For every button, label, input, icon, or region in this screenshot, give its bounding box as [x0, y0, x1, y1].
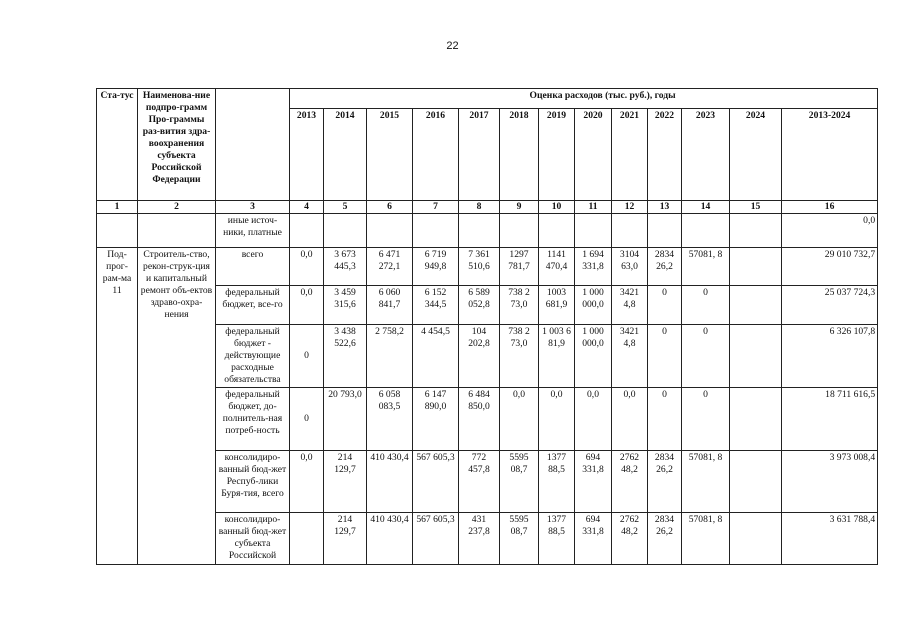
col-number: 15	[730, 201, 782, 214]
subprogram-name: Строитель-ство, рекон-струк-ция и капитальный ремонт объ-ектов здраво-охра-нения	[138, 247, 216, 564]
value-cell: 5595 08,7	[500, 450, 539, 512]
col-number: 4	[290, 201, 324, 214]
funding-source: иные источ-ники, платные	[216, 213, 290, 247]
total-cell: 3 631 788,4	[782, 512, 878, 564]
value-cell: 3421 4,8	[612, 285, 648, 324]
value-cell: 2 758,2	[367, 324, 413, 387]
value-cell: 431 237,8	[459, 512, 500, 564]
value-cell: 567 605,3	[413, 512, 459, 564]
col-number: 12	[612, 201, 648, 214]
value-cell: 6 471 272,1	[367, 247, 413, 285]
value-cell: 738 2 73,0	[500, 324, 539, 387]
table-row	[97, 213, 878, 247]
value-cell	[324, 213, 367, 247]
col-number: 10	[539, 201, 575, 214]
value-cell: 2834 26,2	[648, 247, 682, 285]
header-name: Наименова-ние подпро-грамм Про-граммы раз-вития здра-воохранения субъекта Российской Федерации	[138, 89, 216, 201]
value-cell: 57081, 8	[682, 247, 730, 285]
value-cell: 410 430,4	[367, 450, 413, 512]
header-year: 2018	[500, 109, 539, 201]
header-year: 2021	[612, 109, 648, 201]
value-cell: 6 147 890,0	[413, 387, 459, 450]
header-source	[216, 89, 290, 201]
value-cell: 214 129,7	[324, 450, 367, 512]
funding-source: всего	[216, 247, 290, 285]
header-year: 2015	[367, 109, 413, 201]
subprogram-status: Под-прог-рам-ма 11	[97, 247, 138, 564]
header-year: 2016	[413, 109, 459, 201]
header-year: 2024	[730, 109, 782, 201]
value-cell: 6 719 949,8	[413, 247, 459, 285]
value-cell: 0,0	[290, 285, 324, 324]
value-cell	[413, 213, 459, 247]
value-cell: 0,0	[290, 450, 324, 512]
col-number: 2	[138, 201, 216, 214]
col-number: 11	[575, 201, 612, 214]
value-cell: 0,0	[575, 387, 612, 450]
value-cell: 20 793,0	[324, 387, 367, 450]
value-cell: 0,0	[290, 247, 324, 285]
value-cell: 1 000 000,0	[575, 285, 612, 324]
value-cell: 5595 08,7	[500, 512, 539, 564]
total-cell: 25 037 724,3	[782, 285, 878, 324]
value-cell: 1141 470,4	[539, 247, 575, 285]
header-year: 2020	[575, 109, 612, 201]
value-cell	[500, 213, 539, 247]
col-number: 16	[782, 201, 878, 214]
value-cell: 3 438 522,6	[324, 324, 367, 387]
value-cell: 1003 681,9	[539, 285, 575, 324]
header-year: 2023	[682, 109, 730, 201]
funding-source: федеральный бюджет, все-го	[216, 285, 290, 324]
value-cell: 3 673 445,3	[324, 247, 367, 285]
value-cell	[459, 213, 500, 247]
value-cell: 0	[682, 387, 730, 450]
header-year: 2017	[459, 109, 500, 201]
header-estimate: Оценка расходов (тыс. руб.), годы	[290, 89, 878, 109]
value-cell: 0	[290, 387, 324, 450]
header-year: 2013-2024	[782, 109, 878, 201]
column-number-row	[97, 201, 878, 214]
value-cell: 567 605,3	[413, 450, 459, 512]
header-status: Ста-тус	[97, 89, 138, 201]
value-cell: 57081, 8	[682, 512, 730, 564]
value-cell: 0,0	[612, 387, 648, 450]
value-cell	[612, 213, 648, 247]
value-cell	[730, 387, 782, 450]
value-cell: 7 361 510,6	[459, 247, 500, 285]
header-year: 2019	[539, 109, 575, 201]
total-cell: 29 010 732,7	[782, 247, 878, 285]
value-cell: 104 202,8	[459, 324, 500, 387]
value-cell: 6 058 083,5	[367, 387, 413, 450]
value-cell	[290, 512, 324, 564]
value-cell	[730, 213, 782, 247]
value-cell	[539, 213, 575, 247]
total-cell: 6 326 107,8	[782, 324, 878, 387]
value-cell: 2762 48,2	[612, 450, 648, 512]
value-cell: 6 152 344,5	[413, 285, 459, 324]
col-number: 13	[648, 201, 682, 214]
value-cell: 694 331,8	[575, 450, 612, 512]
value-cell: 6 060 841,7	[367, 285, 413, 324]
col-number: 9	[500, 201, 539, 214]
table-row	[97, 247, 878, 285]
col-number: 1	[97, 201, 138, 214]
funding-source: консолидиро-ванный бюд-жет Респуб-лики Буря-тия, всего	[216, 450, 290, 512]
value-cell: 6 484 850,0	[459, 387, 500, 450]
value-cell: 6 589 052,8	[459, 285, 500, 324]
value-cell: 0	[682, 285, 730, 324]
value-cell: 0	[648, 324, 682, 387]
value-cell: 0,0	[539, 387, 575, 450]
value-cell: 214 129,7	[324, 512, 367, 564]
value-cell: 2834 26,2	[648, 512, 682, 564]
value-cell	[367, 213, 413, 247]
value-cell	[648, 213, 682, 247]
value-cell: 3421 4,8	[612, 324, 648, 387]
value-cell: 3104 63,0	[612, 247, 648, 285]
value-cell: 1 003 6 81,9	[539, 324, 575, 387]
value-cell: 694 331,8	[575, 512, 612, 564]
col-number: 3	[216, 201, 290, 214]
funding-source: федеральный бюджет - действующие расходные обязательства	[216, 324, 290, 387]
value-cell: 772 457,8	[459, 450, 500, 512]
col-number: 7	[413, 201, 459, 214]
value-cell: 410 430,4	[367, 512, 413, 564]
value-cell	[730, 324, 782, 387]
page-number: 22	[446, 40, 459, 52]
value-cell: 738 2 73,0	[500, 285, 539, 324]
value-cell: 0,0	[500, 387, 539, 450]
value-cell: 1297 781,7	[500, 247, 539, 285]
value-cell: 3 459 315,6	[324, 285, 367, 324]
value-cell: 1377 88,5	[539, 512, 575, 564]
value-cell	[730, 512, 782, 564]
value-cell: 2834 26,2	[648, 450, 682, 512]
header-year: 2022	[648, 109, 682, 201]
value-cell: 1377 88,5	[539, 450, 575, 512]
value-cell	[290, 213, 324, 247]
col-number: 14	[682, 201, 730, 214]
value-cell: 2762 48,2	[612, 512, 648, 564]
value-cell	[730, 247, 782, 285]
header-year: 2014	[324, 109, 367, 201]
value-cell: 0	[290, 324, 324, 387]
value-cell: 0	[682, 324, 730, 387]
total-cell: 3 973 008,4	[782, 450, 878, 512]
col-number: 6	[367, 201, 413, 214]
total-cell: 18 711 616,5	[782, 387, 878, 450]
total-cell: 0,0	[782, 213, 878, 247]
value-cell: 57081, 8	[682, 450, 730, 512]
value-cell: 1 694 331,8	[575, 247, 612, 285]
value-cell	[730, 285, 782, 324]
funding-source: федеральный бюджет, до-полнитель-ная потреб-ность	[216, 387, 290, 450]
funding-source: консолидиро-ванный бюд-жет субъекта Российской	[216, 512, 290, 564]
value-cell: 0	[648, 387, 682, 450]
expenses-table	[96, 88, 878, 565]
value-cell: 4 454,5	[413, 324, 459, 387]
value-cell: 0	[648, 285, 682, 324]
header-year: 2013	[290, 109, 324, 201]
col-number: 8	[459, 201, 500, 214]
value-cell	[575, 213, 612, 247]
value-cell	[682, 213, 730, 247]
value-cell: 1 000 000,0	[575, 324, 612, 387]
value-cell	[730, 450, 782, 512]
col-number: 5	[324, 201, 367, 214]
